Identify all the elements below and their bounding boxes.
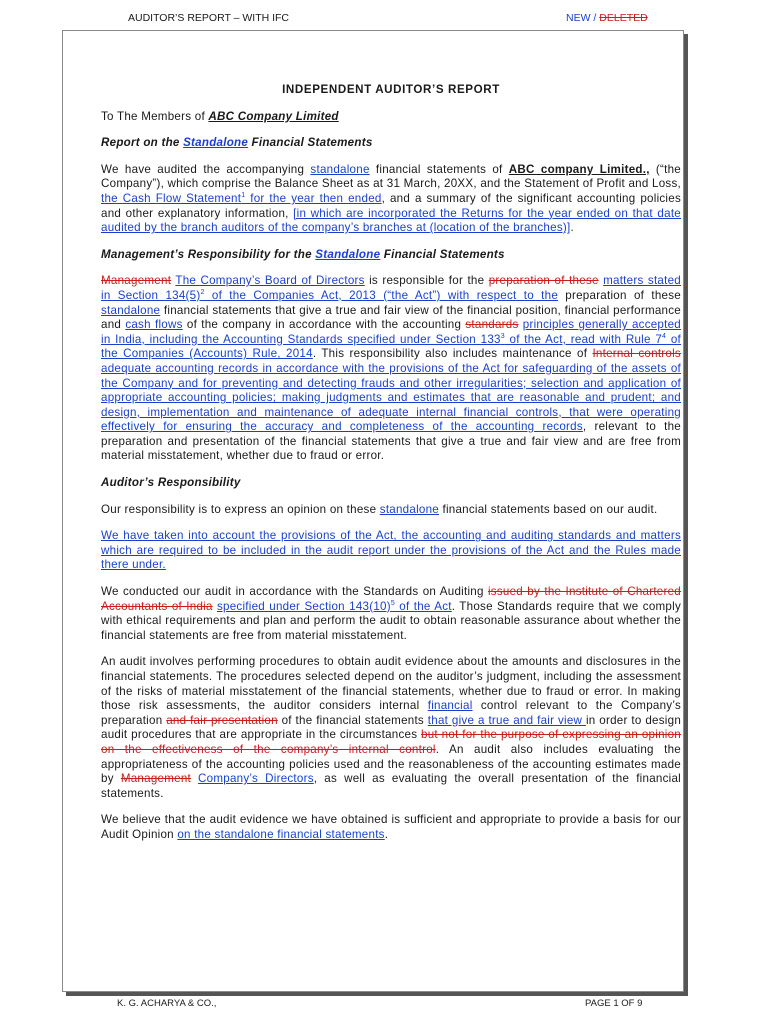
- text: preparation of these: [558, 288, 681, 302]
- inserted-text: [101, 192, 382, 205]
- inserted-text: [in which are incorporated the Returns for the year ended on that date audited by the branch auditors of the company’s branches at (location of the branches)]: [101, 206, 681, 235]
- text: of the financial statements: [277, 713, 428, 727]
- footnote-ref: 1: [241, 192, 246, 200]
- text: Our responsibility is to express an opinion on these: [101, 502, 380, 516]
- deleted-text: preparation of these: [488, 274, 599, 288]
- text: , as well as evaluating the overall presentation of the financial statements.: [101, 772, 681, 800]
- text: .: [570, 221, 574, 235]
- text: is responsible for the: [364, 274, 489, 288]
- paragraph-standards: [101, 585, 681, 643]
- text: financial statements of: [369, 162, 509, 176]
- heading-post: Financial Statements: [248, 136, 373, 150]
- inserted-text: standalone: [310, 162, 370, 176]
- paragraph-scope: [101, 163, 681, 236]
- inserted-text-part: principles generally accepted in India, including the Accounting Standards specified under Section 133: [101, 318, 682, 346]
- inserted-text: Company’s Directors: [198, 772, 314, 786]
- deleted-text: Management: [101, 274, 172, 288]
- inserted-text-part: specified under Section 143(10): [216, 599, 391, 613]
- inserted-text-part: of the Act: [395, 599, 452, 613]
- inserted-text-part: for the year then ended: [245, 191, 382, 205]
- heading-pre: Report on the: [101, 136, 184, 150]
- heading-insert: Standalone: [315, 247, 381, 261]
- firm-name: K. G. ACHARYA & CO.,: [117, 998, 217, 1009]
- company-name: ABC Company Limited: [208, 109, 339, 123]
- inserted-text: standalone: [101, 303, 161, 317]
- addressee: [101, 110, 681, 125]
- inserted-text: that give a true and fair view: [427, 713, 586, 727]
- deleted-text: issued by the Institute of Chartered Accountants of India: [101, 585, 681, 613]
- report-title: INDEPENDENT AUDITOR’S REPORT: [282, 83, 500, 96]
- inserted-text-part: matters stated in Section 134(5): [101, 274, 681, 302]
- inserted-text-part: the Cash Flow Statement: [101, 191, 242, 205]
- text: , relevant to the preparation and presentation of the financial statements that give a true and fair view and are free from material misstatement, whether due to fraud or error.: [101, 420, 682, 463]
- addressee-prefix: To The Members of: [101, 109, 209, 123]
- inserted-text-part: of the Companies Act, 2013 (“the Act”) with respect to the: [204, 288, 559, 302]
- heading-pre: Management’s Responsibility for the: [101, 247, 316, 261]
- text: [191, 772, 198, 785]
- inserted-text-part: of the Companies (Accounts) Rule, 2014: [101, 332, 682, 361]
- text: We have audited the accompanying: [101, 162, 311, 176]
- text: control relevant to the Company’s preparation: [101, 699, 682, 727]
- legend-separator: /: [590, 12, 600, 24]
- footnote-ref: 4: [662, 332, 667, 340]
- text: . This responsibility also includes maintenance of: [312, 347, 593, 361]
- company-name-inline: ABC company Limited.,: [508, 162, 650, 176]
- section-heading-auditor: Auditor’s Responsibility: [101, 476, 241, 490]
- inserted-text: The Company’s Board of Directors: [175, 274, 365, 288]
- text: An audit involves performing procedures to obtain audit evidence about the amounts and disclosures in the financial statements. The procedures selected depend on the auditor’s judgment, including the assessment of the risks of material misstatement of the financial statements, whether due to fraud or error. In making those risk assessments, the auditor considers internal: [101, 655, 681, 713]
- text: of the company in accordance with the accounting: [182, 318, 466, 332]
- text: . An audit also includes evaluating the appropriateness of the accounting policies used and the reasonableness of the accounting estimates made by: [101, 742, 681, 786]
- header-title: AUDITOR’S REPORT – WITH IFC: [128, 12, 290, 24]
- text: financial statements that give a true and fair view of the financial position, financial performance and: [101, 303, 681, 332]
- inserted-text: adequate accounting records in accordance with the provisions of the Act for safeguarding of the assets of the Company and for preventing and detecting frauds and other irregularities; selection and application of appropriate accounting policies; making judgments and estimates that are reasonable and prudent; and design, implementation and maintenance of adequate internal financial controls, that were operating effectively for ensuring the accuracy and completeness of the accounting records: [101, 361, 681, 434]
- report-body: [101, 83, 681, 855]
- inserted-text: on the standalone financial statements: [177, 827, 385, 841]
- page-number: PAGE 1 OF 9: [585, 998, 643, 1009]
- section-heading-management: [101, 248, 681, 263]
- deleted-text: Internal controls: [592, 347, 681, 361]
- deleted-text: Management: [120, 772, 191, 786]
- footnote-ref: 2: [200, 289, 205, 297]
- running-header: [0, 12, 770, 26]
- section-heading-report: [101, 136, 681, 151]
- text: We conducted our audit in accordance with the Standards on Auditing: [101, 585, 488, 599]
- text: , and a summary of the significant accounting policies and other explanatory information,: [101, 191, 682, 220]
- deleted-text: and fair presentation: [166, 713, 278, 727]
- inserted-text: cash flows: [125, 318, 183, 332]
- paragraph-evidence: [101, 813, 681, 842]
- text: (“the Company”), which comprise the Balance Sheet as at 31 March, 20XX, and the Statement of Profit and Loss,: [101, 162, 681, 191]
- legend-deleted: DELETED: [599, 12, 648, 24]
- inserted-text: standalone: [379, 502, 439, 516]
- text: We believe that the audit evidence we have obtained is sufficient and appropriate to provide a basis for our Audit Opinion: [101, 813, 681, 841]
- paragraph-management: [101, 274, 681, 464]
- footnote-ref: 3: [500, 332, 505, 340]
- legend-new: NEW: [566, 12, 591, 24]
- paragraph-provisions: We have taken into account the provisions of the Act, the accounting and auditing standards and matters which are required to be included in the audit report under the provisions of the Act and the Rules made there under.: [101, 529, 681, 572]
- paragraph-responsibility: [101, 503, 681, 518]
- inserted-text-part: of the Act, read with Rule 7: [504, 332, 663, 346]
- deleted-text: but not for the purpose of expressing an opinion on the effectiveness of the company’s internal control: [101, 728, 681, 756]
- text: .: [384, 827, 389, 841]
- heading-insert: Standalone: [183, 136, 249, 150]
- inserted-text: [217, 600, 452, 613]
- paragraph-procedures: [101, 655, 681, 801]
- header-legend: [566, 12, 648, 24]
- footnote-ref: 5: [390, 599, 396, 607]
- deleted-text: standards: [465, 318, 519, 332]
- heading-post: Financial Statements: [380, 247, 505, 261]
- text: in order to design audit procedures that are appropriate in the circumstances: [101, 713, 682, 742]
- inserted-text: financial: [427, 699, 473, 713]
- text: . Those Standards require that we comply with ethical requirements and plan and perform the audit to obtain reasonable assurance about whether the financial statements are free from material misstatement.: [101, 599, 681, 642]
- text: financial statements based on our audit.: [439, 502, 658, 516]
